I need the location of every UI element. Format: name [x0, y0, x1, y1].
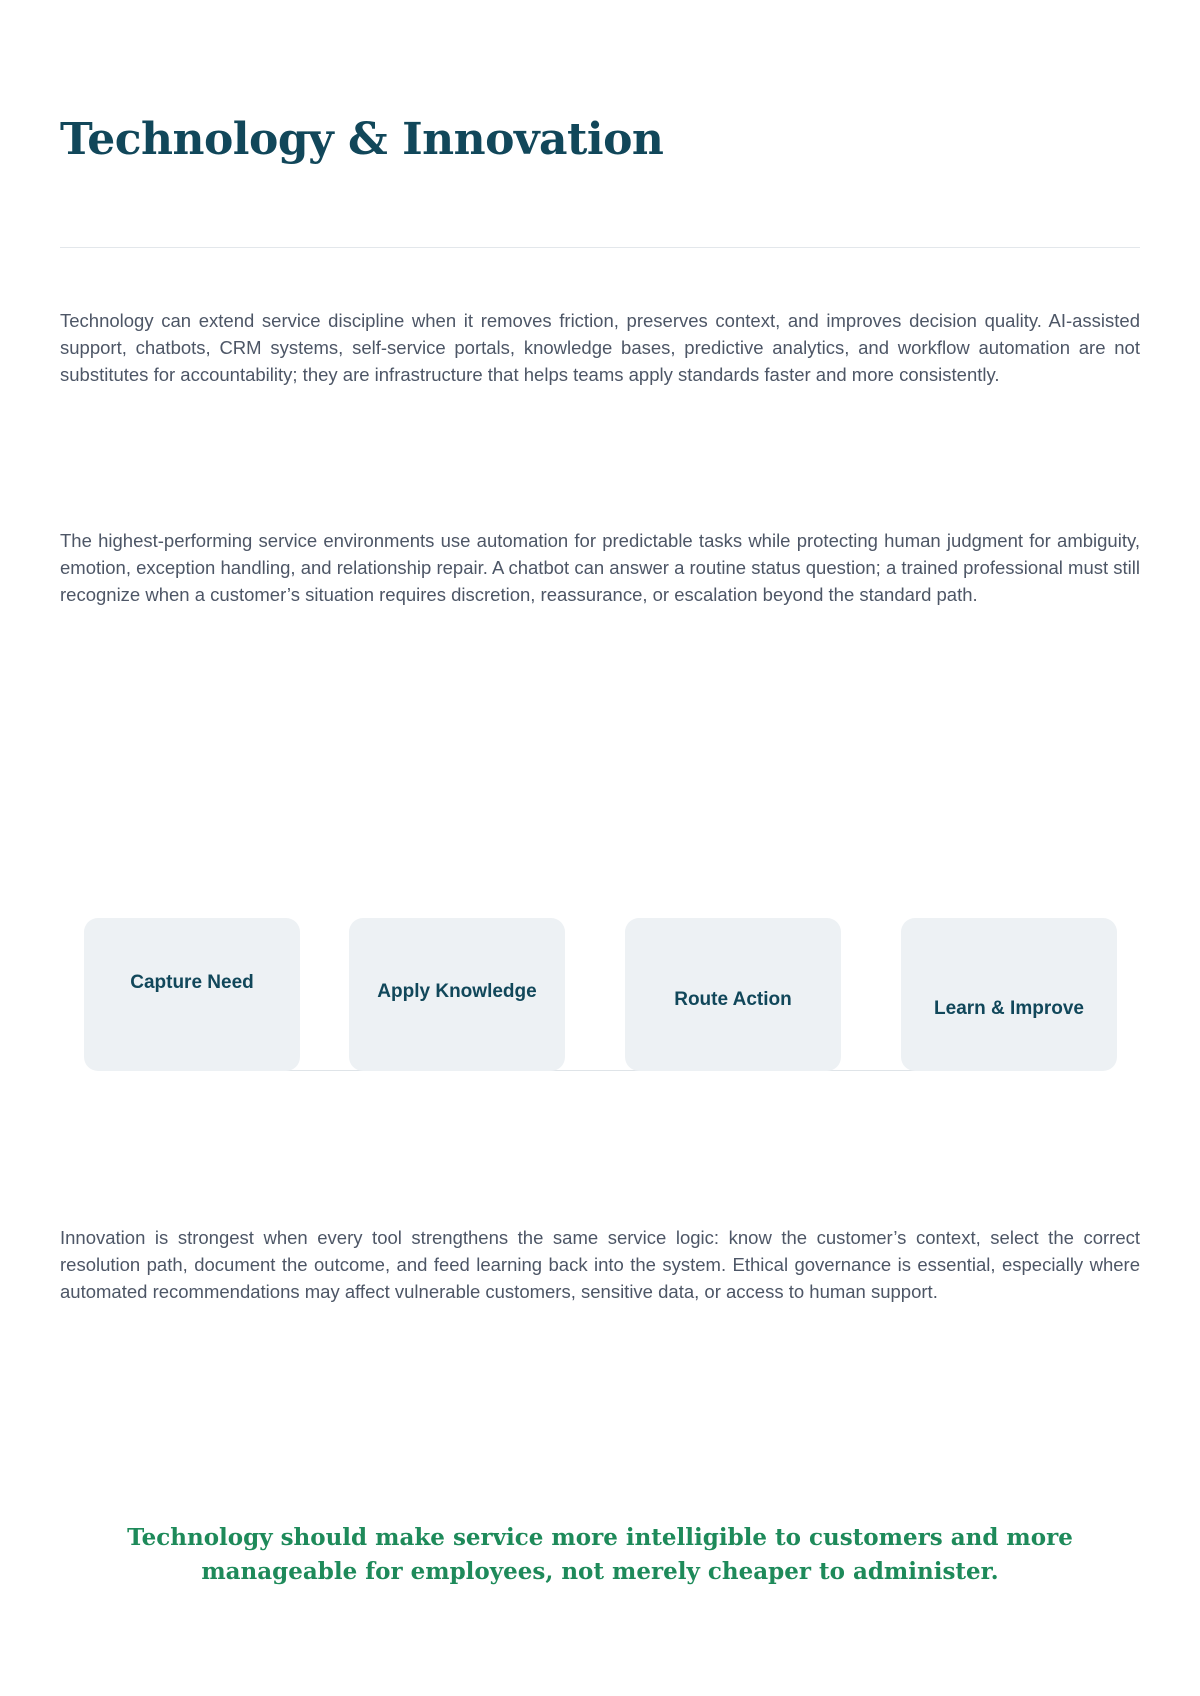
flow-step-route-action — [625, 918, 841, 1071]
page-title: Technology & Innovation — [60, 114, 664, 165]
flow-step-label: Apply Knowledge — [377, 981, 537, 1002]
flow-connector-line — [180, 1070, 1020, 1071]
flow-step-label: Learn & Improve — [934, 998, 1084, 1019]
closing-quote: Technology should make service more intelligible to customers and more manageable for employees, not merely cheaper to administer. — [127, 1524, 1073, 1585]
flow-step-capture-need — [84, 918, 300, 1071]
innovation-paragraph: Innovation is strongest when every tool strengthens the same service logic: know the customer’s context, select the correct resolution path, document the outcome, and feed learning back into the system. Ethical governance is essential, especially where automated recommendations may affect vulnerable customers, sensitive data, or access to human support. — [60, 1227, 1140, 1302]
flow-step-label: Route Action — [674, 989, 792, 1010]
flow-step-apply-knowledge — [349, 918, 565, 1071]
intro-paragraph: Technology can extend service discipline when it removes friction, preserves context, and improves decision quality. AI-assisted support, chatbots, CRM systems, self-service portals, knowledge bases, predictive analytics, and workflow automation are not substitutes for accountability; they are infrastructure that helps teams apply standards faster and more consistently. — [60, 310, 1140, 385]
automation-paragraph: The highest-performing service environments use automation for predictable tasks while protecting human judgment for ambiguity, emotion, exception handling, and relationship repair. A chatbot can answer a routine status question; a trained professional must still recognize when a customer’s situation requires discretion, reassurance, or escalation beyond the standard path. — [60, 530, 1140, 605]
flow-step-label: Capture Need — [130, 972, 254, 993]
title-divider — [60, 247, 1140, 248]
flow-step-learn-improve — [901, 918, 1117, 1071]
